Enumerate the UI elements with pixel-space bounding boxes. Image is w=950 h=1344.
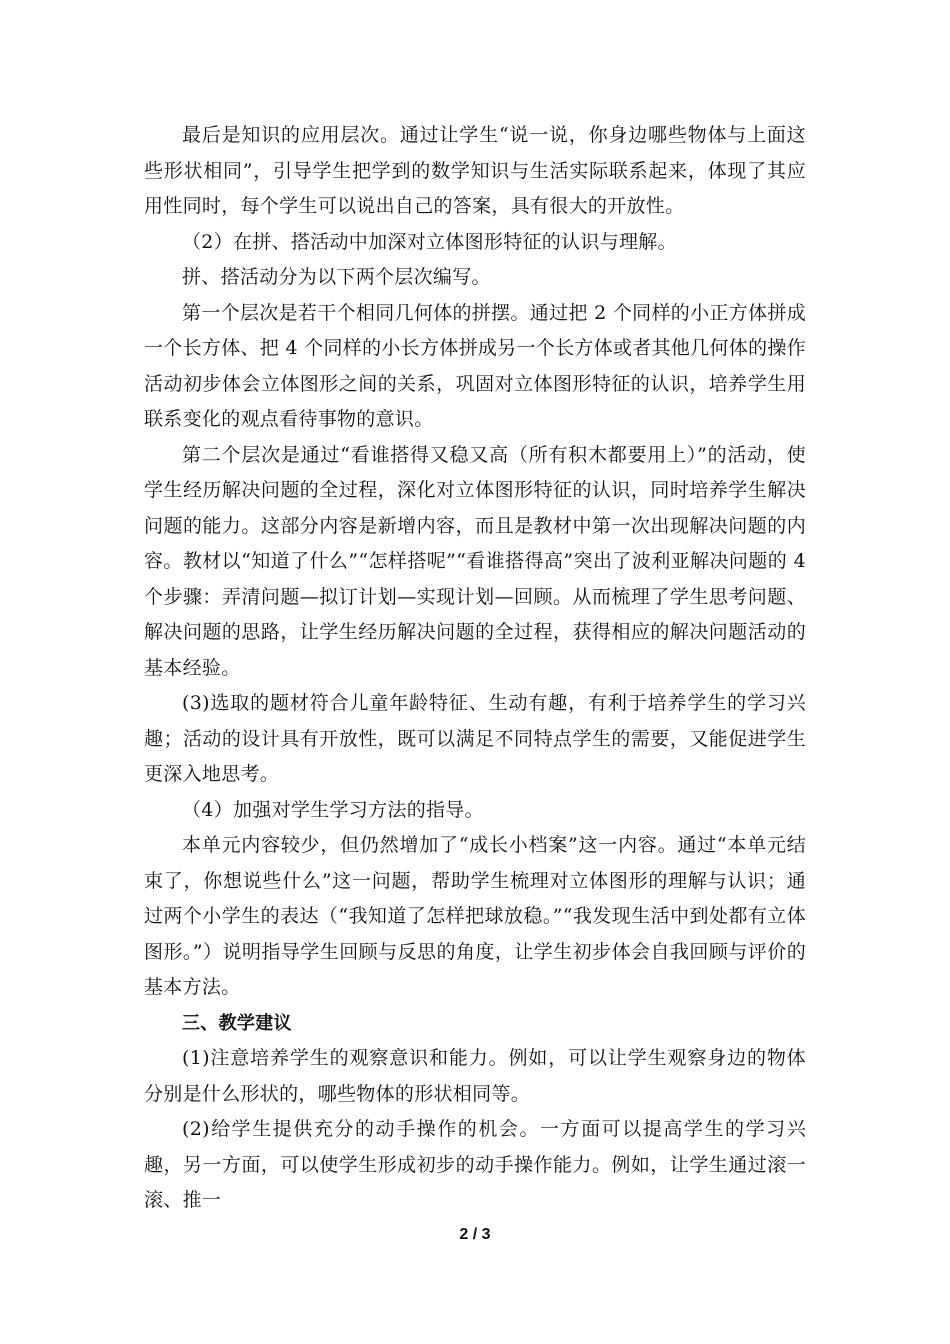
paragraph-application-level: 最后是知识的应用层次。通过让学生“说一说，你身边哪些物体与上面这些形状相同”，引导学生把学到的数学知识与生活实际联系起来，体现了其应用性同时，每个学生可以说出自己的答案，具有很大的开放性。 — [144, 124, 806, 217]
document-body — [144, 118, 806, 1219]
paragraph-second-level: 第二个层次是通过“看谁搭得又稳又高（所有积木都要用上）”的活动，使学生经历解决问题的全过程，深化对立体图形特征的认识，同时培养学生解决问题的能力。这部分内容是新增内容，而且是教材中第一次出现解决问题的内容。教材以“知道了什么”“怎样搭呢”“看谁搭得高”突出了波利亚解决问题的 4 个步骤：弄清问题—拟订计划—实现计划—回顾。从而梳理了学生思考问题、解决问题的思路，让学生经历解决问题的全过程，获得相应的解决问题活动的基本经验。 — [144, 443, 806, 679]
paragraph-growth-file: 本单元内容较少，但仍然增加了“成长小档案”这一内容。通过“本单元结束了，你想说些什么”这一问题，帮助学生梳理对立体图形的理解与认识；通过两个小学生的表达（“我知道了怎样把球放稳。”“我发现生活中到处都有立体图形。”）说明指导学生回顾与反思的角度，让学生初步体会自我回顾与评价的基本方法。 — [144, 834, 806, 998]
paragraph-item-4: （4）加强对学生学习方法的指导。 — [182, 798, 484, 821]
page-number: 2 / 3 — [459, 1226, 491, 1243]
section-heading-teaching-suggestions: 三、教学建议 — [182, 1012, 292, 1034]
suggestion-2: (2)给学生提供充分的动手操作的机会。一方面可以提高学生的学习兴趣，另一方面，可以使学生形成初步的动手操作能力。例如，让学生通过滚一滚、推一 — [144, 1118, 806, 1211]
paragraph-two-levels: 拼、搭活动分为以下两个层次编写。 — [182, 266, 491, 288]
paragraph-first-level: 第一个层次是若干个相同几何体的拼摆。通过把 2 个同样的小正方体拼成一个长方体、把 4 个同样的小长方体拼成另一个长方体或者其他几何体的操作活动初步体会立体图形之间的关系，巩固对立体图形特征的认识，培养学生用联系变化的观点看待事物的意识。 — [144, 301, 806, 430]
paragraph-item-3: (3)选取的题材符合儿童年龄特征、生动有趣，有利于培养学生的学习兴趣；活动的设计具有开放性，既可以满足不同特点学生的需要，又能促进学生更深入地思考。 — [144, 692, 806, 785]
suggestion-1: (1)注意培养学生的观察意识和能力。例如，可以让学生观察身边的物体分别是什么形状的，哪些物体的形状相同等。 — [144, 1047, 806, 1105]
paragraph-item-2: （2）在拼、搭活动中加深对立体图形特征的认识与理解。 — [182, 230, 677, 253]
